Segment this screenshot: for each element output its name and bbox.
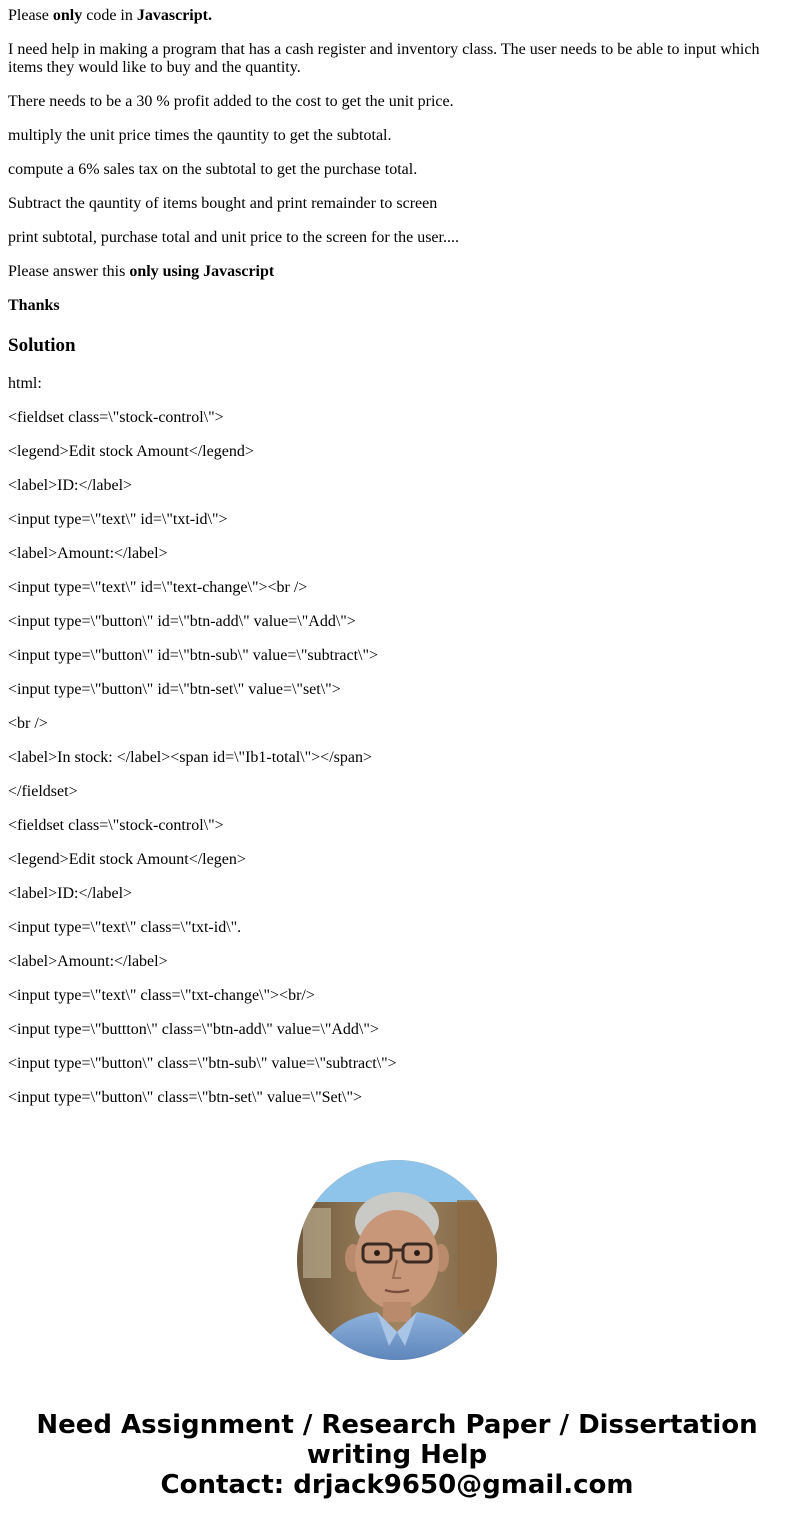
- code-line: <br />: [8, 715, 48, 732]
- footer-line: writing Help: [306, 1440, 488, 1470]
- solution-heading: Solution: [8, 335, 76, 356]
- code-line: <input type=\"text\" id=\"text-change\"><br />: [8, 579, 308, 596]
- code-line: <input type=\"button\" class=\"btn-sub\" value=\"subtract\">: [8, 1055, 397, 1072]
- code-line: html:: [8, 375, 42, 392]
- question-paragraph: I need help in making a program that has a cash register and inventory class. The user needs to be able to input which items they would like to buy and the quantity.: [8, 41, 760, 76]
- code-line: <fieldset class=\"stock-control\">: [8, 817, 224, 834]
- code-line: <input type=\"button\" id=\"btn-add\" value=\"Add\">: [8, 613, 356, 630]
- solution-code: [8, 375, 786, 1107]
- document-body: [0, 7, 794, 1107]
- code-line: <input type=\"button\" id=\"btn-set\" value=\"set\">: [8, 681, 341, 698]
- code-line: <input type=\"buttton\" class=\"btn-add\" value=\"Add\">: [8, 1021, 379, 1038]
- question-paragraph: print subtotal, purchase total and unit price to the screen for the user....: [8, 229, 459, 246]
- author-avatar: [297, 1160, 497, 1360]
- code-line: <fieldset class=\"stock-control\">: [8, 409, 224, 426]
- question-thanks: Thanks: [8, 297, 60, 314]
- person-photo-icon: [297, 1160, 497, 1360]
- question-intro: Please only code in Javascript.: [8, 7, 212, 24]
- code-line: <label>Amount:</label>: [8, 545, 168, 562]
- code-line: <label>Amount:</label>: [8, 953, 168, 970]
- code-line: <legend>Edit stock Amount</legen>: [8, 851, 246, 868]
- footer-line: Need Assignment / Research Paper / Dissertation: [36, 1410, 758, 1440]
- code-line: <label>In stock: </label><span id=\"Ib1-total\"></span>: [8, 749, 372, 766]
- code-line: <label>ID:</label>: [8, 885, 133, 902]
- code-line: <input type=\"text\" class=\"txt-change\"><br/>: [8, 987, 315, 1004]
- code-line: <input type=\"button\" class=\"btn-set\" value=\"Set\">: [8, 1089, 363, 1106]
- question-paragraph: Subtract the qauntity of items bought and print remainder to screen: [8, 195, 438, 212]
- question-paragraph: multiply the unit price times the qauntity to get the subtotal.: [8, 127, 392, 144]
- code-line: <label>ID:</label>: [8, 477, 133, 494]
- code-line: <legend>Edit stock Amount</legend>: [8, 443, 254, 460]
- question-paragraph: Please answer this only using Javascript: [8, 263, 275, 280]
- code-line: <input type=\"text\" id=\"txt-id\">: [8, 511, 228, 528]
- footer-contact-email: Contact: drjack9650@gmail.com: [160, 1470, 634, 1500]
- footer-contact: [0, 1410, 794, 1500]
- question-paragraph: compute a 6% sales tax on the subtotal to get the purchase total.: [8, 161, 418, 178]
- question-paragraph: There needs to be a 30 % profit added to the cost to get the unit price.: [8, 93, 454, 110]
- code-line: </fieldset>: [8, 783, 78, 800]
- code-line: <input type=\"text\" class=\"txt-id\".: [8, 919, 242, 936]
- code-line: <input type=\"button\" id=\"btn-sub\" value=\"subtract\">: [8, 647, 379, 664]
